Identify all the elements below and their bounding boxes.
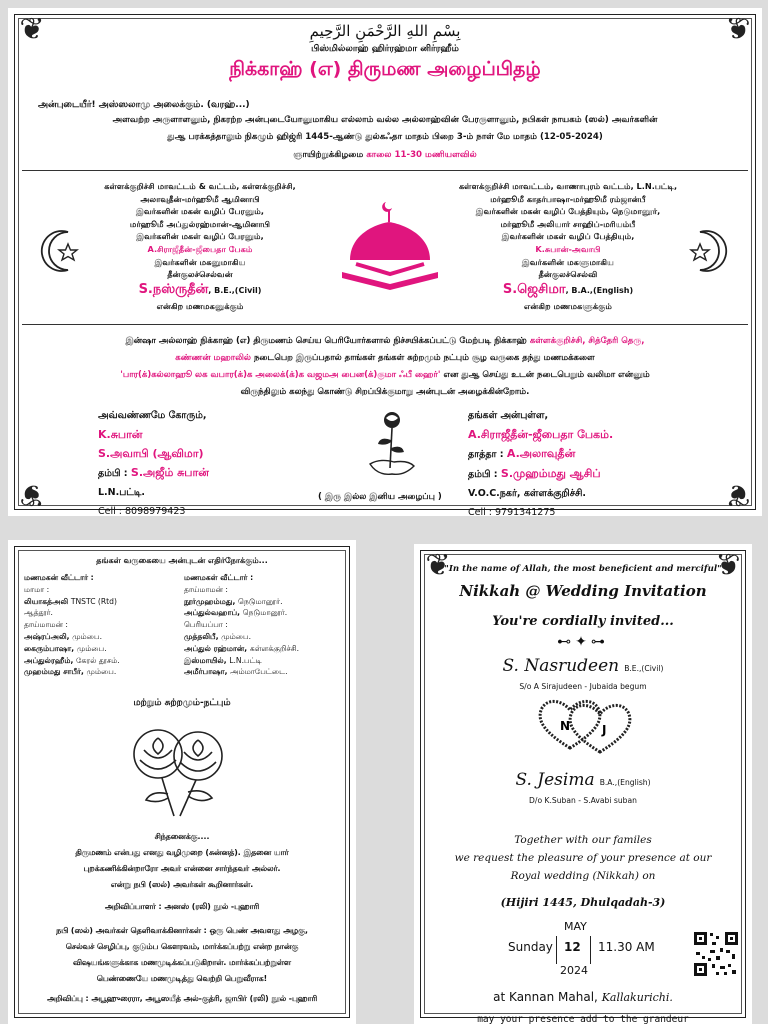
list-item xyxy=(184,607,350,619)
groom-side-signature xyxy=(468,406,613,516)
together-line-1: Together with our familes xyxy=(514,834,652,846)
bride-family-line: மர்ஹூமீ அலியார் சாஹிப்-மரியம்பீ xyxy=(500,218,636,229)
sig-brother xyxy=(468,464,613,484)
groom-name: S. Nasrudeen xyxy=(502,656,620,676)
groom-family-line: மர்ஹூமீ அப்துல்ரஹ்மான்-ஆமினாபி xyxy=(129,218,271,229)
groom-parents-en: S/o A Sirajudeen - Jubaida begum xyxy=(519,682,647,691)
groom-family-line: இவர்களின் மகனுமாகிய xyxy=(154,256,246,267)
relative-name: அப்துல்ரஹீம், xyxy=(24,655,74,665)
list-heading: மணமகன் வீட்டார் : xyxy=(24,573,94,582)
list-item xyxy=(184,584,350,596)
bride-side-signature xyxy=(98,406,209,516)
relative-name: அப்துல் ரஹ்மான், xyxy=(184,643,248,653)
body-line-4: விருந்திலும் கலந்து கொண்டு சிறப்பிக்குமாறு அன்புடன் அழைக்கின்றோம். xyxy=(240,387,530,397)
venue-line xyxy=(414,990,752,1004)
bismillah-english: "In the name of Allah, the most beneficient and merciful" xyxy=(444,564,722,574)
corner-ornament-icon: ❦ xyxy=(19,12,45,47)
venue-hall: கண்ணன் மஹாலில் xyxy=(175,353,251,363)
year: 2024 xyxy=(560,964,588,977)
list-item xyxy=(24,584,184,596)
sig-name: K.சுபான் xyxy=(98,428,143,441)
relatives-card xyxy=(8,540,356,1024)
footer-note: ( இரு இல்ல இனிய அழைப்பு ) xyxy=(318,492,442,502)
list-item xyxy=(184,631,350,643)
hadith-reference: அறிவிப்பு : அபூஹுரைரா, அபூஸயீத் அல்-குத்ரி, ஜாபிர் (ரலி) நூல் -புஹாரி xyxy=(46,994,318,1003)
relatives-header: தங்கள் வருகையை அன்புடன் எதிர்நோக்கும்... xyxy=(96,556,268,565)
relative-name: தாய்மாமன் : xyxy=(24,620,68,630)
corner-ornament-icon: ❦ xyxy=(725,12,751,47)
relative-place: மும்பை. xyxy=(76,643,107,653)
greeting: அன்புடையீர்! அஸ்ஸலாமு அலைக்கும். (வரஹ்...) xyxy=(38,100,250,110)
relative-name: அமீர்பாஷா, xyxy=(184,667,228,677)
date-divider xyxy=(556,936,557,964)
groom-name: S.நஸ்ருதீன் xyxy=(138,281,209,297)
grandfather-name: A.அலாவுதீன் xyxy=(506,447,576,460)
relative-name: பெரியப்பா : xyxy=(184,620,228,630)
groom-house-list xyxy=(24,572,184,678)
groom-name-en xyxy=(414,656,752,676)
list-item xyxy=(184,655,350,667)
sig-name: S.அவாபி (ஆவிமா) xyxy=(98,447,204,460)
bride-family-line: கள்ளக்குறிச்சி மாவட்டம், வாணாபுரம் வட்டம், L.N.பட்டி, xyxy=(458,181,678,191)
bride-parents-en: D/o K.Suban - S.Avabi suban xyxy=(529,796,637,805)
corner-ornament-icon: ❦ xyxy=(19,477,45,512)
intro-line-1: அளவற்ற அருளாளனும், நிகரற்ற அன்புடையோனுமாகிய எல்லாம் வல்ல அல்லாஹ்வின் பேரருளானும், நபிகள் நாயகம் (ஸல்) அவர்களின் xyxy=(112,115,658,125)
relative-name: மாமா : xyxy=(24,584,50,594)
relative-place: கேரல் தூசம். xyxy=(76,655,120,665)
corner-ornament-icon: ❦ xyxy=(715,548,741,583)
label: தம்பி : xyxy=(468,469,501,480)
relative-place: கள்ளக்குறிச்சி. xyxy=(249,643,300,653)
reflection-title: சிந்தனைக்கு.... xyxy=(154,832,210,841)
body-text: நடைபெற இருப்பதால் தாங்கள் தங்கள் சுற்றமும் நட்பும் சூழ வருகை தந்து மணமக்களை xyxy=(253,353,595,363)
roses-icon xyxy=(118,720,238,820)
invitation-title: நிக்காஹ் (எ) திருமண அழைப்பிதழ் xyxy=(229,58,541,80)
sig-intro: தங்கள் அன்புள்ள, xyxy=(468,410,549,421)
relative-name: ஆத்தூர். xyxy=(24,608,53,618)
relative-place: நெடுமானூர். xyxy=(242,608,288,618)
dua-quote: 'பார(க்)கல்லாஹூ லக வபார(க்)க அலைக்(க்)க வஜமஅ பைன(க்)குமா ஃபீ ஹைர்' xyxy=(120,370,441,380)
bride-name: S. Jesima xyxy=(515,770,595,790)
together-line-3: Royal wedding (Nikkah) on xyxy=(510,870,656,882)
bride-family-line: இவர்களின் மகளுமாகிய xyxy=(521,256,615,267)
relative-name: நூர்முஹம்மது, xyxy=(184,596,236,606)
qr-code-icon[interactable] xyxy=(692,930,740,978)
groom-family-line: இவர்களின் மகள் வழிப் பேரனும், xyxy=(136,231,264,242)
heart-initial-j: J xyxy=(602,723,607,737)
invitation-title-en: Nikkah @ Wedding Invitation xyxy=(459,582,707,600)
brother-name: S.முஹம்மது ஆசிப் xyxy=(500,467,601,480)
hadith-line: நபி (ஸல்) அவர்கள் தெளிவாக்கினார்கள் : ஒரு பெண் அவளது அழகு, xyxy=(56,926,308,935)
at-label: at xyxy=(493,990,506,1004)
month: MAY xyxy=(564,920,587,933)
groom-family-line: கள்ளக்குறிச்சி மாவட்டம் & வட்டம், கள்ளக்குறிச்சி, xyxy=(104,181,296,191)
bride-family-line: இவர்களின் மகள் வழிப் பேத்தியும், xyxy=(501,231,635,242)
hadith-line: செல்வச் செழிப்பு, குடும்ப கௌரவம், மார்க்கப்பற்று என்ற நான்கு xyxy=(65,942,299,951)
reflection-line: புறக்கணிக்கின்றாரோ அவர் என்னை சார்ந்தவர் அல்லர். xyxy=(83,864,281,873)
list-item xyxy=(184,643,350,655)
divider-ornament-icon: ⊷✦⊶ xyxy=(557,634,609,650)
divider xyxy=(22,324,748,325)
bride-family-line: மர்ஹூமீ காதர்பாஷா-மர்ஹூமீ ரம்ஜான்பீ xyxy=(490,193,646,204)
reflection-line: என்று நபி (ஸல்) அவர்கள் கூறினார்கள். xyxy=(110,880,254,889)
groom-degree: B.E.,(Civil) xyxy=(624,664,664,673)
list-item xyxy=(24,631,184,643)
list-item xyxy=(184,619,350,631)
reflection-line: திருமணம் என்பது எனது வழிமுறை (சுன்னத்). இதனை யார் xyxy=(75,848,289,857)
list-item xyxy=(24,596,184,608)
relative-name: கைரும்பாஷா, xyxy=(24,643,75,653)
heart-initial-n: N xyxy=(560,719,571,733)
body-line-1 xyxy=(38,333,732,350)
relative-place: TNSTC (Rtd) xyxy=(70,596,117,606)
day-time-line xyxy=(8,150,762,161)
list-heading: மணமகள் வீட்டார் : xyxy=(184,573,254,582)
rose-hand-icon xyxy=(364,410,420,482)
relative-place: மும்பை. xyxy=(221,631,252,641)
sig-place: L.N.பட்டி. xyxy=(98,487,146,498)
corner-ornament-icon: ❦ xyxy=(725,477,751,512)
venue-place: கள்ளக்குறிச்சி, சித்தேரி தெரு, xyxy=(529,336,645,346)
relative-place: மும்பை. xyxy=(86,667,117,677)
hadith-line: பெண்ணையே மணமுடித்து வெற்றி பெறுவீராக! xyxy=(96,974,268,983)
body-text: இன்ஷா அல்லாஹ் நிக்காஹ் (எ) திருமணம் செய்ய பெரியோர்களால் நிச்சயிக்கப்பட்டு மேற்படி நிக்காஹ் xyxy=(125,336,527,346)
bride-family-line: என்கிற மணமகளுக்கும் xyxy=(524,300,612,311)
day-name: Sunday xyxy=(508,940,553,954)
venue-name: Kannan Mahal, xyxy=(509,990,598,1004)
sig-brother xyxy=(98,463,209,483)
together-line-2: we request the pleasure of your presence at our xyxy=(454,852,712,864)
list-item xyxy=(24,619,184,631)
list-item xyxy=(24,655,184,667)
crescent-star-icon xyxy=(684,228,730,274)
list-item xyxy=(184,596,350,608)
relative-name: தாய்மாமன் : xyxy=(184,584,228,594)
list-item xyxy=(24,607,184,619)
time-text: காலை 11-30 மணியளவில் xyxy=(366,150,477,160)
body-line-2 xyxy=(38,350,732,367)
bride-family-line: தீன்குலச்செல்வி xyxy=(538,269,598,280)
divider xyxy=(22,170,748,171)
label: தாத்தா : xyxy=(468,449,507,460)
bismillah-tamil: பிஸ்மில்லாஹ் ஹிர்ரஹ்மா னிர்ரஹீம் xyxy=(311,44,459,54)
relative-name: அஷ்ரப்அலி, xyxy=(24,631,70,641)
bismillah-arabic: بِسْمِ اللهِ الرَّحْمَنِ الرَّحِيمِ xyxy=(309,22,461,40)
time: 11.30 AM xyxy=(598,940,655,954)
crescent-star-icon xyxy=(38,228,84,274)
bride-degree: B.A.,(English) xyxy=(599,778,651,787)
tamil-invitation-card xyxy=(8,8,762,516)
body-text: என துஆ செய்து உடன் நடைபெறும் வலிமா என்னும் xyxy=(443,370,650,380)
closing-line: may your presence add to the grandeur xyxy=(477,1014,689,1024)
bride-name: S.ஜெசிமா xyxy=(502,281,566,297)
list-item xyxy=(24,666,184,678)
relative-name: அப்துல்வஹாப், xyxy=(184,608,241,618)
bride-name-en xyxy=(414,770,752,790)
hearts-icon xyxy=(530,694,640,754)
bride-house-list xyxy=(184,572,350,678)
label: தம்பி : xyxy=(98,468,131,479)
bride-name-ta xyxy=(438,281,698,300)
relative-name: முத்தலிபீ, xyxy=(184,631,219,641)
groom-family-line: தீன்குலச்செல்வன் xyxy=(167,269,233,280)
bride-degree: , B.A.,(English) xyxy=(565,285,634,295)
groom-family-line: என்கிற மணமகனுக்கும் xyxy=(156,300,244,311)
sig-name: A.சிராஜீதீன்-ஜீபைதா பேகம். xyxy=(468,428,614,441)
english-invitation-card xyxy=(414,544,752,1024)
list-item xyxy=(184,666,350,678)
groom-family-line: இவர்களின் மகன் வழிப் பேரனும், xyxy=(136,206,264,217)
bride-family-line: இவர்களின் மகன் வழிப் பேத்தியும், நெடுமானூர், xyxy=(475,206,661,217)
relative-place: அம்மாபேட்டை. xyxy=(230,667,288,677)
groom-name-ta xyxy=(70,281,330,300)
sig-grandfather xyxy=(468,444,613,464)
corner-ornament-icon: ❦ xyxy=(425,548,451,583)
hadith-reference: அறிவிப்பாளர் : அனஸ் (ரலி) நூல் -புஹாரி xyxy=(104,902,260,911)
body-line-3 xyxy=(38,367,732,384)
relative-name: முஹம்மது சாபீர், xyxy=(24,667,84,677)
groom-parents: A.சிராஜீதீன்-ஜீபைதா பேகம் xyxy=(147,243,253,254)
groom-family-line: அலாவுதீன்-மர்ஹூமீ ஆமினாபி xyxy=(140,193,260,204)
relative-name: லியாகத்அலி xyxy=(24,596,69,606)
relative-name: இஸ்மாயில், xyxy=(184,655,227,665)
relative-place: மும்பை. xyxy=(72,631,103,641)
phone-number: Cell : 9791341275 xyxy=(468,507,556,516)
phone-number: Cell : 8098979423 xyxy=(98,506,186,516)
groom-degree: , B.E.,(Civil) xyxy=(208,285,262,295)
day-number: 12 xyxy=(564,940,581,954)
hijri-date: (Hijiri 1445, Dhulqadah-3) xyxy=(500,896,666,909)
bride-family-block xyxy=(438,180,698,312)
relative-place: நெடுமானூர். xyxy=(238,596,283,606)
cordial-line: You're cordially invited... xyxy=(492,614,674,629)
relative-place: L.N.பட்டி xyxy=(229,655,262,665)
list-item xyxy=(24,643,184,655)
intro-line-2: துஆ பரக்கத்தாலும் நிகழும் ஹிஜ்ரி 1445-ஆண்டு துல்கஃதா மாதம் பிறை 3-ம் நாள் மே மாதம் (12-05-2024) xyxy=(167,132,603,142)
relatives-friends-line: மற்றும் சுற்றமும்-நட்பும் xyxy=(133,698,231,708)
day-text: ஞாயிற்றுக்கிழமை xyxy=(293,150,364,160)
date-divider xyxy=(590,936,591,964)
sig-place: V.O.C.நகர், கள்ளக்குறிச்சி. xyxy=(468,488,587,499)
venue-town: Kallakurichi. xyxy=(601,991,673,1004)
invitation-body xyxy=(38,333,732,401)
brother-name: S.அஜீம் சுபான் xyxy=(130,466,209,479)
bride-parents: K.சுபான்-அவாபி xyxy=(535,243,601,254)
mosque-dome-icon xyxy=(336,198,444,298)
hadith-line: விஷயங்களுக்காக மணமுடிக்கப்படுகிறாள். மார்க்கப்பற்றுள்ள xyxy=(73,958,291,967)
sig-intro: அவ்வண்ணமே கோரும், xyxy=(98,410,207,421)
groom-family-block xyxy=(70,180,330,312)
